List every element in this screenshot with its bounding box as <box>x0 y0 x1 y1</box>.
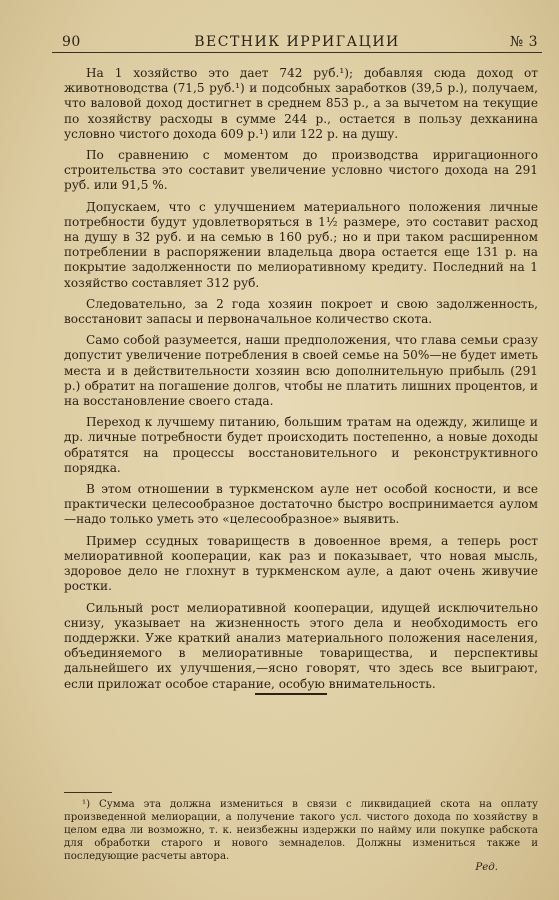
article-body <box>64 66 538 698</box>
paragraph: Допускаем, что с улучшением материального положения личные потребности будут удовлетворяться в 1½ размере, это составит расход на душу в 32 руб. и на семью в 160 руб.; но и при таком расширенном потреблении в распоряжении владельца двора остается еще 131 р. на покрытие задолженности по мелиоративному кредиту. Последний на 1 хозяйство составляет 312 руб. <box>64 199 538 290</box>
paragraph: Само собой разумеется, наши предположения, что глава семьи сразу допустит увеличение потребления в своей семье на 50%—не будет иметь места и в действительности хозяин всю дополнительную прибыль (291 р.) обратит на погашение долгов, чтобы не платить лишних процентов, и на восстановление своего стада. <box>64 333 538 409</box>
paragraph: Сильный рост мелиоративной кооперации, идущей исключительно снизу, указывает на жизненность этого дела и необходимость его поддержки. Уже краткий анализ материального положения населения, объединяемого в мелиоративные товарищества, и перспективы дальнейшего их улучшения,—ясно говорят, что здесь все выиграют, если приложат особое старание, особую внимательность. <box>64 600 538 691</box>
paragraph: На 1 хозяйство это дает 742 руб.¹); добавляя сюда доход от животноводства (71,5 руб.¹) и подсобных заработков (39,5 р.), получаем, что валовой доход достигнет в среднем 853 р., а за вычетом на текущие по хозяйству расходы в сумме 244 р., остается в пользу дехканина условно чистого дохода 609 р.¹) или 122 р. на душу. <box>64 66 538 141</box>
paragraph: По сравнению с моментом до производства ирригационного строительства это составит увеличение условно чистого дохода на 291 руб. или 91,5 %. <box>64 148 538 193</box>
footnote-signature: Ред. <box>475 862 498 873</box>
page-number: 90 <box>62 34 81 50</box>
journal-title: ВЕСТНИК ИРРИГАЦИИ <box>194 34 400 50</box>
paragraph: Переход к лучшему питанию, большим тратам на одежду, жилище и др. личные потребности будет происходить постепенно, а новые доходы обратятся на процессы восстановительного и реконструктивного порядка. <box>64 415 538 475</box>
section-divider <box>255 693 327 695</box>
footnote-text: ¹) Сумма эта должна измениться в связи с ликвидацией скота на оплату произведенной мелиорации, а получение такого усл. чистого дохода по хозяйству в целом едва ли возможно, т. к. неизбежны издержки по найму или покупке рабскота для обработки старого и нового земнаделов. Должны измениться также и последующие расчеты автора. <box>64 799 538 862</box>
paragraph: В этом отношении в туркменском ауле нет особой косности, и все практически целесообразное достаточно быстро воспринимается аулом—надо только уметь это «целесообразное» выявить. <box>64 482 538 527</box>
paragraph: Следовательно, за 2 года хозяин покроет и свою задолженность, восстановит запасы и первоначальное количество скота. <box>64 296 538 327</box>
footnote <box>64 798 538 874</box>
paragraph: Пример ссудных товариществ в довоенное время, а теперь рост мелиоративной кооперации, как раз и показывает, что новая мысль, здоровое дело не глохнут в туркменском ауле, а дают очень живучие ростки. <box>64 533 538 594</box>
footnote-rule <box>64 792 112 793</box>
issue-number: № 3 <box>509 34 538 50</box>
running-header <box>52 32 542 53</box>
